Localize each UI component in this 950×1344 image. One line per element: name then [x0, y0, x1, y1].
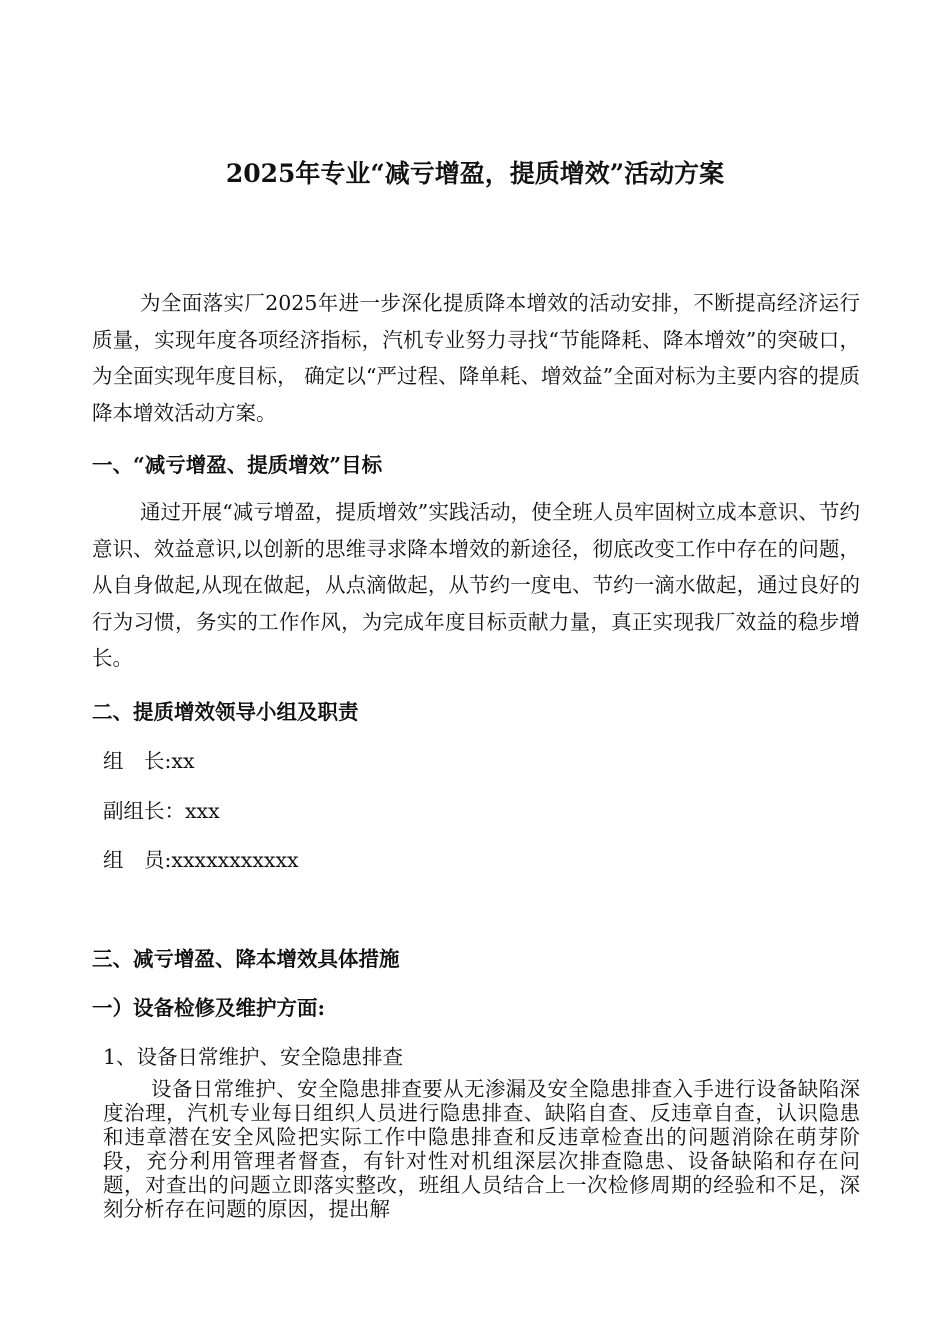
member-leader	[103, 746, 195, 776]
section-3-heading: 三、减亏增盈、降本增效具体措施	[92, 947, 400, 971]
member-label: 组 员:	[103, 848, 172, 872]
item-1-body: 设备日常维护、安全隐患排查要从无渗漏及安全隐患排查入手进行设备缺陷深度治理，汽机专业每日组织人员进行隐患排查、缺陷自查、反违章自查，认识隐患和违章潜在安全风险把实际工作中隐患排查和反违章检查出的问题消除在萌芽阶段，充分利用管理者督查，有针对性对机组深层次排查隐患、设备缺陷和存在问题，对查出的问题立即落实整改，班组人员结合上一次检修周期的经验和不足，深刻分析存在问题的原因，提出解	[103, 1077, 860, 1221]
intro-paragraph: 为全面落实厂2025年进一步深化提质降本增效的活动安排，不断提高经济运行质量，实现年度各项经济指标，汽机专业努力寻找“节能降耗、降本增效”的突破口，为全面实现年度目标， 确定以“严过程、降单耗、增效益”全面对标为主要内容的提质降本增效活动方案。	[92, 291, 860, 425]
section-2-heading: 二、提质增效领导小组及职责	[92, 700, 359, 724]
member-value: xx	[171, 749, 195, 773]
section-1-heading: 一、“减亏增盈、提质增效”目标	[92, 453, 383, 477]
item-1-title: 1、设备日常维护、安全隐患排查	[103, 1045, 404, 1069]
document-title: 2025年专业“减亏增盈，提质增效”活动方案	[225, 159, 725, 188]
member-team	[103, 845, 299, 875]
member-value: xxxxxxxxxxx	[171, 848, 299, 872]
member-deputy-leader	[103, 796, 220, 826]
section-1-body: 通过开展“减亏增盈，提质增效”实践活动，使全班人员牢固树立成本意识、节约意识、效益意识,以创新的思维寻求降本增效的新途径，彻底改变工作中存在的问题，从自身做起,从现在做起，从点滴做起，从节约一度电、节约一滴水做起，通过良好的行为习惯，务实的工作作风，为完成年度目标贡献力量，真正实现我厂效益的稳步增长。	[92, 500, 860, 671]
member-label: 组 长:	[103, 749, 172, 773]
member-label: 副组长：	[103, 799, 185, 823]
section-3-subheading: 一）设备检修及维护方面:	[92, 996, 326, 1020]
member-value: xxx	[185, 799, 220, 823]
